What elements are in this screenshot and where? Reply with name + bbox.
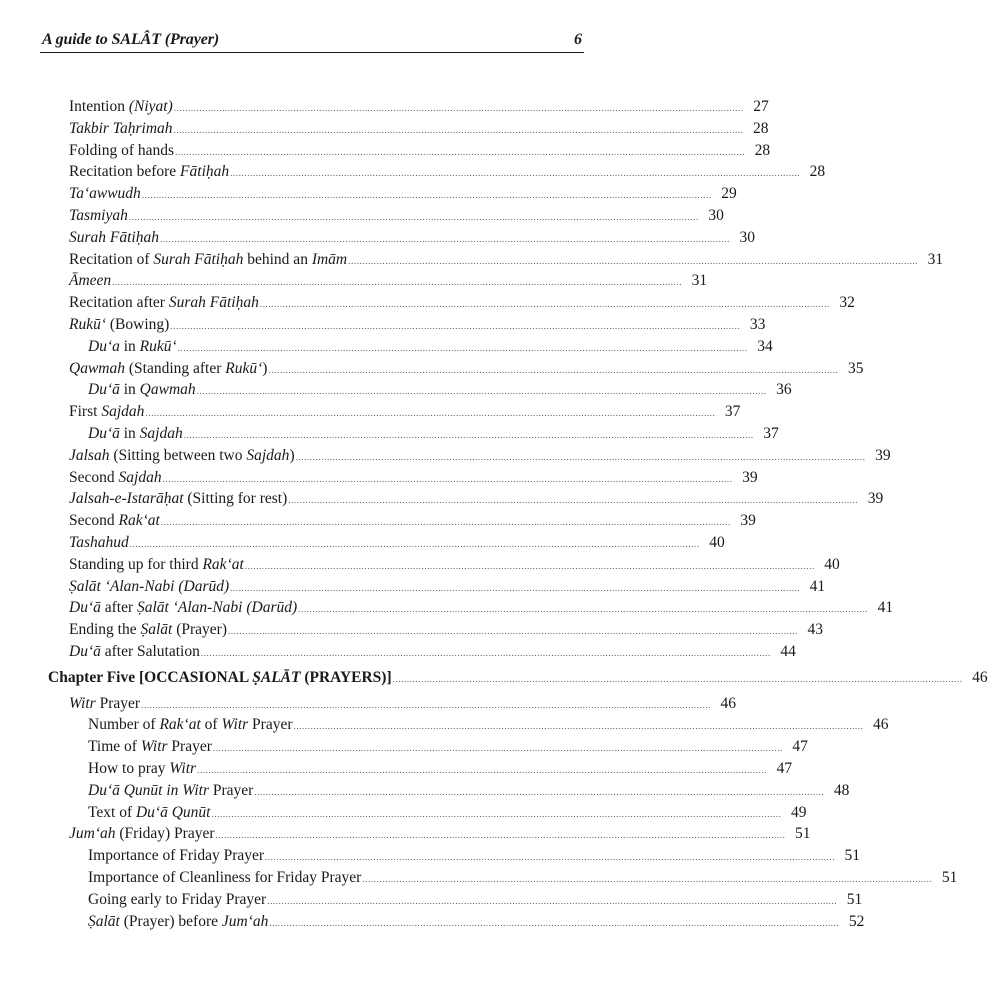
title-segment: Surah Fātiḥah <box>69 228 159 246</box>
toc-page-number: 51 <box>795 825 811 843</box>
toc-entry[interactable] <box>0 467 758 489</box>
dot-leader: ........................................................................................................................................................................................................ <box>244 560 815 571</box>
dot-leader: ........................................................................................................................................................................................................ <box>129 539 700 549</box>
title-segment: Jalsah-e-Istarāḥat <box>69 490 184 508</box>
toc-entry[interactable] <box>0 336 773 358</box>
title-segment: Witr <box>140 738 168 756</box>
title-segment: Second <box>69 468 119 486</box>
title-segment: (Sitting between two <box>109 446 247 464</box>
toc-entry-title <box>88 780 253 802</box>
dot-leader: ........................................................................................................................................................................................................ <box>362 874 933 884</box>
toc-page-number: 37 <box>763 425 779 442</box>
dot-leader: ........................................................................................................................................................................................................ <box>183 430 754 440</box>
toc-entry[interactable] <box>0 183 737 205</box>
toc-entry[interactable] <box>0 161 826 183</box>
toc-entry[interactable] <box>0 780 850 802</box>
dot-leader: ........................................................................................................................................................................................................ <box>212 743 783 754</box>
toc-page-number: 32 <box>839 294 855 312</box>
toc-entry[interactable] <box>0 693 737 715</box>
toc-entry[interactable] <box>0 379 792 401</box>
title-segment: (Prayer) before <box>119 912 222 930</box>
toc-entry-title <box>69 510 160 532</box>
title-segment: Rukū‘ <box>225 359 263 377</box>
title-segment: (Bowing) <box>106 316 170 333</box>
title-segment: Tashahud <box>69 534 129 551</box>
title-segment: Sajdah <box>139 425 183 442</box>
toc-page-number: 40 <box>824 555 840 573</box>
title-segment: Du‘ā Qunūt <box>135 803 211 821</box>
title-segment: Fātiḥah <box>180 163 230 181</box>
title-segment: Prayer <box>167 738 212 756</box>
title-segment: How to pray <box>88 760 170 777</box>
dot-leader: ........................................................................................................................................................................................................ <box>141 699 712 710</box>
title-segment: Rukū‘ <box>139 337 177 355</box>
title-segment: Ta‘awwudh <box>69 185 141 203</box>
toc-page-number: 33 <box>749 316 766 333</box>
toc-page-number: 27 <box>753 98 769 115</box>
toc-page-number: 28 <box>753 119 769 137</box>
toc-entry[interactable] <box>0 227 755 249</box>
title-segment: Intention <box>69 98 129 115</box>
title-segment: Importance of Cleanliness for Friday Prayer <box>88 869 362 886</box>
title-segment: Qawmah <box>69 359 125 377</box>
title-segment: in <box>119 381 140 399</box>
toc-entry[interactable] <box>0 401 741 423</box>
dot-leader: ........................................................................................................................................................................................................ <box>211 808 782 819</box>
toc-entry-title <box>69 140 174 162</box>
dot-leader: ........................................................................................................................................................................................................ <box>288 495 859 506</box>
toc-entry[interactable] <box>0 802 807 824</box>
toc-page-number: 28 <box>754 141 771 159</box>
toc-entry[interactable] <box>0 292 855 314</box>
title-segment: Ṣalāt ‘Alan-Nabi (Darūd) <box>137 599 298 617</box>
toc-entry[interactable] <box>0 118 769 140</box>
title-segment: Time of <box>88 738 141 756</box>
toc-entry-title <box>69 270 111 292</box>
toc-page-number: 36 <box>776 381 792 399</box>
dot-leader: ........................................................................................................................................................................................................ <box>392 673 963 684</box>
dot-leader: ........................................................................................................................................................................................................ <box>160 517 731 528</box>
title-segment: Recitation after <box>69 294 169 312</box>
toc-entry-title <box>69 205 128 227</box>
toc-entry[interactable] <box>0 597 894 619</box>
toc-entry[interactable] <box>0 488 884 510</box>
toc-page-number: 37 <box>724 403 741 421</box>
title-segment: Chapter Five [OCCASIONAL <box>48 668 253 686</box>
toc-page-number: 28 <box>809 163 826 181</box>
dot-leader: ........................................................................................................................................................................................................ <box>348 255 919 266</box>
toc-entry[interactable] <box>0 911 865 933</box>
toc-page-number: 39 <box>742 468 758 486</box>
toc-page-number: 41 <box>877 599 894 617</box>
toc-entry[interactable] <box>0 714 889 736</box>
dot-leader: ........................................................................................................................................................................................................ <box>196 386 767 397</box>
toc-entry[interactable] <box>0 205 724 227</box>
dot-leader: ........................................................................................................................................................................................................ <box>177 342 748 353</box>
title-segment: Witr <box>221 716 249 734</box>
title-segment: Rak‘at <box>118 512 160 530</box>
toc-page-number: 31 <box>691 272 708 290</box>
toc-page-number: 51 <box>844 847 861 865</box>
title-segment: Tasmiyah <box>69 207 128 224</box>
toc-page-number: 35 <box>847 359 864 377</box>
title-segment: Qawmah <box>139 381 196 399</box>
toc-page-number: 44 <box>780 643 796 660</box>
title-segment: Du‘ā <box>88 425 120 442</box>
dot-leader: ........................................................................................................................................................................................................ <box>298 604 869 615</box>
toc-entry-title <box>69 532 129 554</box>
title-segment: (Sitting for rest) <box>183 490 288 508</box>
title-segment: (Prayer) <box>172 621 227 639</box>
title-segment: Jalsah <box>69 446 110 464</box>
toc-entry[interactable] <box>0 445 891 467</box>
dot-leader: ........................................................................................................................................................................................................ <box>215 830 786 841</box>
toc-entry-title <box>88 867 361 889</box>
toc-entry-title <box>69 597 297 619</box>
title-segment: Going early to Friday Prayer <box>88 890 267 908</box>
title-segment: Importance of Friday Prayer <box>88 847 265 865</box>
toc-entry-title <box>88 336 177 358</box>
title-segment: Recitation before <box>69 163 181 181</box>
toc-entry-title <box>69 576 229 598</box>
toc-page-number: 30 <box>708 207 724 224</box>
toc-entry-title <box>88 845 264 867</box>
dot-leader: ........................................................................................................................................................................................................ <box>230 168 801 179</box>
toc-entry[interactable] <box>0 249 944 271</box>
toc-entry[interactable] <box>0 641 796 663</box>
title-segment: Sajdah <box>101 403 145 421</box>
title-segment: Sajdah <box>118 468 162 486</box>
title-segment: First <box>69 403 102 421</box>
dot-leader: ........................................................................................................................................................................................................ <box>112 277 683 288</box>
toc-page-number: 48 <box>833 781 850 799</box>
book-title: A guide to SALÂT (Prayer) <box>42 31 220 48</box>
toc-entry-title <box>69 161 229 183</box>
title-segment: Ṣalāt <box>88 912 120 930</box>
title-segment: behind an <box>243 250 312 268</box>
page-number: 6 <box>574 31 582 48</box>
toc-page-number: 39 <box>875 446 891 464</box>
dot-leader: ........................................................................................................................................................................................................ <box>259 299 830 310</box>
toc-entry[interactable] <box>0 140 771 162</box>
toc-entry-title <box>88 889 266 911</box>
toc-entry-title <box>69 693 140 715</box>
title-segment: Rak‘at <box>159 716 201 734</box>
dot-leader: ........................................................................................................................................................................................................ <box>145 408 716 419</box>
title-segment: Āmeen <box>69 272 112 290</box>
toc-page-number: 47 <box>792 738 808 756</box>
toc-entry-title <box>69 292 259 314</box>
dot-leader: ........................................................................................................................................................................................................ <box>268 364 839 375</box>
dot-leader: ........................................................................................................................................................................................................ <box>175 146 746 157</box>
title-segment: Sajdah <box>246 446 290 464</box>
toc-entry-title <box>69 445 295 467</box>
title-segment: Prayer <box>95 694 141 712</box>
title-segment: ṢALĀT <box>252 668 301 686</box>
toc-entry[interactable] <box>0 314 766 336</box>
dot-leader: ........................................................................................................................................................................................................ <box>295 451 866 462</box>
dot-leader: ........................................................................................................................................................................................................ <box>197 765 768 775</box>
title-segment: in <box>119 337 140 355</box>
toc-page-number: 39 <box>867 490 884 508</box>
title-segment: Rukū‘ <box>69 316 107 333</box>
title-segment: ) <box>289 446 295 464</box>
toc-entry-title <box>69 401 144 423</box>
toc-entry[interactable] <box>0 532 725 554</box>
title-segment: (Niyat) <box>128 98 173 115</box>
dot-leader: ........................................................................................................................................................................................................ <box>267 895 838 906</box>
title-segment: Number of <box>88 716 160 734</box>
toc-page-number: 51 <box>941 869 958 886</box>
dot-leader: ........................................................................................................................................................................................................ <box>293 721 864 732</box>
dot-leader: ........................................................................................................................................................................................................ <box>200 648 771 658</box>
toc-page-number: 46 <box>872 716 889 734</box>
toc-entry[interactable] <box>0 845 861 867</box>
toc-page-number: 43 <box>807 621 823 639</box>
title-segment: Second <box>69 512 119 530</box>
title-segment: Ending the <box>69 621 141 639</box>
title-segment: Recitation of <box>69 250 154 268</box>
toc-entry[interactable] <box>0 576 826 598</box>
toc-entry-title <box>69 183 141 205</box>
toc-entry-title <box>88 714 292 736</box>
title-segment: Imām <box>311 250 348 268</box>
dot-leader: ........................................................................................................................................................................................................ <box>162 473 733 484</box>
toc-page-number: 46 <box>720 694 737 712</box>
title-segment: in <box>119 425 140 442</box>
toc-entry[interactable] <box>0 423 779 445</box>
toc-page-number: 47 <box>776 760 793 777</box>
dot-leader: ........................................................................................................................................................................................................ <box>269 917 840 928</box>
toc-page-number: 40 <box>709 534 725 551</box>
title-segment: Du‘ā Qunūt in Witr <box>88 781 209 799</box>
dot-leader: ........................................................................................................................................................................................................ <box>170 321 741 331</box>
toc-entry-title <box>69 96 173 118</box>
toc-entry-title <box>69 619 227 641</box>
toc-entry-title <box>88 736 212 758</box>
title-segment: Surah Fātiḥah <box>153 250 244 268</box>
toc-entry[interactable] <box>0 758 793 780</box>
toc-page-number: 52 <box>848 912 865 930</box>
title-segment: after Salutation <box>100 643 200 660</box>
dot-leader: ........................................................................................................................................................................................................ <box>173 124 744 135</box>
toc-entry-title <box>69 467 162 489</box>
toc-entry-title <box>48 667 392 689</box>
toc-entry[interactable] <box>0 619 823 641</box>
title-segment: Takbir Taḥrimah <box>69 119 173 137</box>
toc-page-number: 51 <box>846 890 863 908</box>
title-segment: Du‘ā <box>69 643 101 660</box>
toc-entry-title <box>69 249 347 271</box>
toc-entry-title <box>69 823 215 845</box>
title-segment: Prayer <box>209 781 254 799</box>
dot-leader: ........................................................................................................................................................................................................ <box>160 233 730 244</box>
toc-entry-title <box>69 488 287 510</box>
dot-leader: ........................................................................................................................................................................................................ <box>128 212 699 222</box>
toc-entry[interactable] <box>0 96 769 118</box>
toc-entry-title <box>88 423 183 445</box>
toc-entry-title <box>88 758 196 780</box>
toc-page-number: 49 <box>790 803 807 821</box>
toc-entry-title <box>88 911 268 933</box>
title-segment: Witr <box>169 760 197 777</box>
toc-entry[interactable] <box>0 889 863 911</box>
dot-leader: ........................................................................................................................................................................................................ <box>254 786 825 797</box>
toc-entry[interactable] <box>0 867 958 889</box>
title-segment: Ṣalāt ‘Alan-Nabi (Darūd) <box>69 577 230 595</box>
toc-entry[interactable] <box>0 510 756 532</box>
title-segment: Rak‘at <box>202 555 244 573</box>
title-segment: Du‘a <box>88 337 120 355</box>
toc-page-number: 39 <box>740 512 756 530</box>
toc-entry[interactable] <box>0 554 840 576</box>
toc-page-number: 31 <box>927 250 944 268</box>
toc-page-number: 41 <box>809 577 826 595</box>
title-segment: Jum‘ah <box>69 825 116 843</box>
toc-chapter-entry[interactable] <box>0 667 988 689</box>
toc-entry-title <box>88 802 210 824</box>
toc-entry-title <box>69 227 159 249</box>
dot-leader: ........................................................................................................................................................................................................ <box>173 103 744 113</box>
toc-page-number: 34 <box>757 337 773 355</box>
toc-entry-title <box>69 358 267 380</box>
title-segment: Ṣalāt <box>140 621 173 639</box>
title-segment: Du‘ā <box>88 381 120 399</box>
title-segment: (Standing after <box>124 359 226 377</box>
title-segment: Folding of hands <box>69 141 175 159</box>
dot-leader: ........................................................................................................................................................................................................ <box>228 626 798 637</box>
title-segment: (PRAYERS)] <box>300 668 392 686</box>
running-header <box>40 30 584 53</box>
title-segment: Text of <box>88 803 136 821</box>
title-segment: ) <box>262 359 268 377</box>
toc-entry-title <box>88 379 196 401</box>
dot-leader: ........................................................................................................................................................................................................ <box>230 582 801 593</box>
title-segment: Jum‘ah <box>221 912 269 930</box>
dot-leader: ........................................................................................................................................................................................................ <box>141 190 712 201</box>
toc-entry-title <box>69 554 244 576</box>
title-segment: Witr <box>69 694 96 712</box>
toc-page-number: 30 <box>739 228 755 246</box>
toc-page-number: 46 <box>972 668 988 686</box>
toc-entry[interactable] <box>0 270 708 292</box>
toc-entry-title <box>69 118 173 140</box>
title-segment: after <box>100 599 137 617</box>
title-segment: (Friday) Prayer <box>115 825 215 843</box>
toc-entry-title <box>69 314 169 336</box>
toc-entry[interactable] <box>0 736 808 758</box>
dot-leader: ........................................................................................................................................................................................................ <box>265 852 836 863</box>
toc-page-number: 29 <box>721 185 737 203</box>
title-segment: Prayer <box>248 716 293 734</box>
title-segment: Du‘ā <box>69 599 101 617</box>
toc-entry[interactable] <box>0 823 811 845</box>
toc-entry-title <box>69 641 200 663</box>
title-segment: Surah Fātiḥah <box>168 294 259 312</box>
title-segment: of <box>200 716 222 734</box>
toc-entry[interactable] <box>0 358 864 380</box>
title-segment: Standing up for third <box>69 555 203 573</box>
